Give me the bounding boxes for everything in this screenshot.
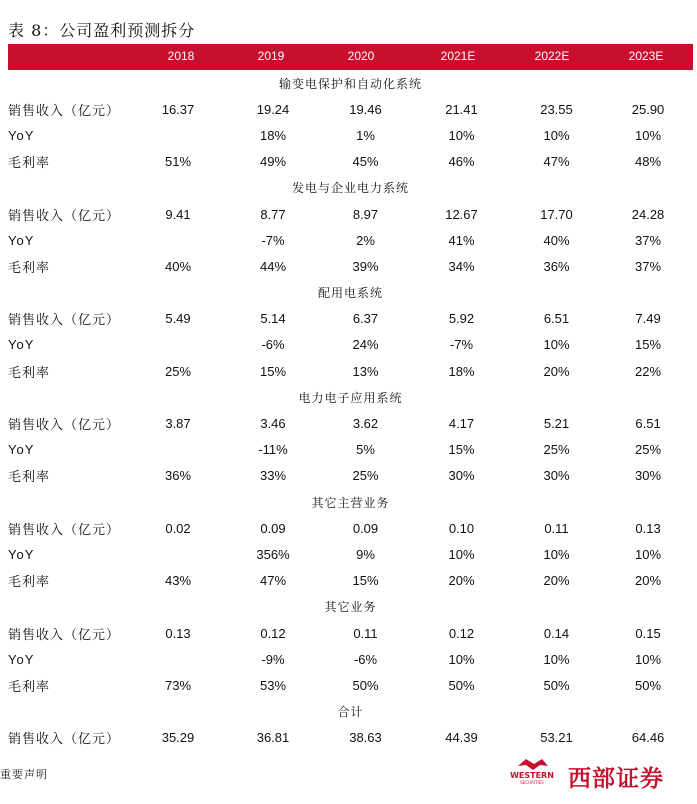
table-row (8, 515, 693, 541)
table-cell: 25% (352, 468, 379, 484)
table-cell: 44% (259, 258, 287, 274)
table-title: 表 8：公司盈利预测拆分 (8, 21, 196, 40)
table-cell: 37% (635, 232, 662, 248)
table-row (8, 620, 693, 646)
table-row (8, 410, 693, 436)
header-year: 2021E (440, 49, 476, 63)
section-title: 合计 (337, 705, 364, 720)
table-cell: 6.51 (635, 416, 661, 432)
table-cell: 0.14 (543, 625, 570, 641)
table-cell: 44.39 (445, 730, 478, 746)
section-title: 其它业务 (324, 600, 377, 615)
table-cell: 40% (543, 232, 570, 248)
table-cell: 21.41 (445, 101, 478, 117)
table-cell: 0.12 (448, 625, 475, 641)
row-label: YoY (8, 337, 35, 353)
section-header-row (8, 384, 693, 410)
table-cell: 22% (635, 363, 662, 379)
section-title: 配用电系统 (318, 286, 384, 301)
section-header-row (8, 175, 693, 201)
row-label: 销售收入（亿元） (8, 207, 121, 223)
table-cell: 36% (543, 258, 570, 274)
row-label: YoY (8, 546, 35, 562)
table-cell: 30% (448, 468, 475, 484)
table-cell: 5.49 (165, 311, 191, 327)
row-label: 毛利率 (8, 155, 51, 171)
table-row (8, 463, 693, 489)
table-cell: 10% (635, 127, 662, 143)
table-row (8, 568, 693, 594)
table-cell: 5% (356, 442, 375, 458)
table-cell: 51% (164, 154, 192, 170)
table-row (8, 437, 693, 463)
table-cell: 5.92 (448, 311, 475, 327)
row-label: YoY (8, 127, 35, 143)
table-cell: 20% (448, 573, 475, 589)
table-cell: 30% (635, 468, 662, 484)
table-cell: 6.51 (543, 311, 570, 327)
section-title: 发电与企业电力系统 (292, 181, 410, 196)
row-label: 毛利率 (8, 678, 51, 694)
table-cell: 50% (543, 677, 570, 693)
table-cell: 47% (259, 573, 287, 589)
table-row (8, 122, 693, 148)
section-header-row (8, 489, 693, 515)
table-cell: 36% (164, 468, 192, 484)
table-cell: 10% (448, 127, 475, 143)
table-cell: 0.09 (352, 520, 379, 536)
table-cell: 64.46 (631, 730, 665, 746)
table-cell: 10% (448, 546, 475, 562)
table-cell: 16.37 (161, 101, 195, 117)
table-cell: 15% (635, 337, 662, 353)
table-cell (128, 541, 228, 567)
logo-subtext: SECURITIES (520, 780, 544, 785)
row-label: 毛利率 (8, 259, 51, 275)
table-cell: -7% (449, 337, 474, 353)
table-cell: -7% (261, 232, 285, 248)
header-year: 2020 (347, 49, 375, 63)
table-cell: 5.21 (543, 416, 570, 432)
table-row (8, 201, 693, 227)
header-year: 2023E (628, 49, 664, 63)
brand-name: 西部证券 (568, 766, 664, 792)
header-year: 2019 (257, 49, 285, 63)
table-cell: 10% (543, 337, 570, 353)
table-cell: 23.55 (540, 101, 573, 117)
table-cell: 39% (352, 258, 379, 274)
row-label: 销售收入（亿元） (8, 417, 121, 433)
table-cell: 3.46 (260, 416, 286, 432)
section-title: 电力电子应用系统 (298, 390, 403, 405)
table-row (8, 725, 693, 751)
table-cell: 356% (256, 546, 290, 562)
table-cell: 15% (259, 363, 287, 379)
table-cell: 6.37 (352, 311, 379, 327)
table-row (8, 253, 693, 279)
table-cell: 8.77 (260, 206, 286, 222)
table-cell: 34% (448, 258, 475, 274)
row-label: 销售收入（亿元） (8, 312, 121, 328)
table-cell: 25% (164, 363, 192, 379)
row-label: 销售收入（亿元） (8, 731, 121, 747)
section-header-row (8, 280, 693, 306)
table-cell: 0.12 (260, 625, 286, 641)
table-cell: 10% (543, 127, 570, 143)
table-cell: 0.11 (353, 625, 378, 641)
table-cell: 10% (448, 651, 475, 667)
table-cell: 35.29 (161, 730, 195, 746)
header-year: 2018 (167, 49, 195, 63)
table-cell: 10% (635, 651, 662, 667)
table-cell: 3.87 (165, 416, 191, 432)
section-title: 其它主营业务 (311, 495, 390, 510)
table-cell: 9% (356, 546, 375, 562)
table-cell: 73% (164, 677, 192, 693)
section-header-row (8, 699, 693, 725)
table-cell: -6% (261, 337, 285, 353)
row-label: YoY (8, 232, 35, 248)
table-cell: 0.15 (635, 625, 661, 641)
table-row (8, 358, 693, 384)
table-cell: 43% (164, 573, 192, 589)
table-cell: 9.41 (165, 206, 191, 222)
table-cell: 20% (543, 363, 570, 379)
western-logo (496, 756, 568, 786)
table-cell: 24.28 (631, 206, 665, 222)
table-header (8, 44, 693, 70)
table-cell: 24% (352, 337, 379, 353)
table-cell: 38.63 (349, 730, 382, 746)
table-cell: 45% (352, 154, 379, 170)
table-cell: 0.10 (448, 520, 475, 536)
table-cell: 0.13 (635, 520, 661, 536)
table-cell: 8.97 (352, 206, 379, 222)
table-cell: 10% (543, 651, 570, 667)
header-year: 2022E (534, 49, 570, 63)
forecast-table (8, 70, 693, 751)
section-title: 输变电保护和自动化系统 (279, 76, 423, 91)
table-row (8, 541, 693, 567)
table-cell (128, 437, 228, 463)
table-cell: 25.90 (631, 101, 665, 117)
table-cell: 13% (352, 363, 379, 379)
table-cell: 25% (635, 442, 662, 458)
table-cell: 53% (259, 677, 287, 693)
table-cell: 18% (448, 363, 475, 379)
table-cell: 37% (635, 258, 662, 274)
row-label: 销售收入（亿元） (8, 521, 121, 537)
table-row (8, 332, 693, 358)
row-label: 毛利率 (8, 574, 51, 590)
table-cell: 30% (543, 468, 570, 484)
table-cell: 53.21 (540, 730, 573, 746)
table-cell: 2% (356, 232, 375, 248)
table-cell: 10% (543, 546, 570, 562)
section-header-row (8, 70, 693, 96)
table-cell: 50% (448, 677, 475, 693)
table-row (8, 306, 693, 332)
table-row (8, 149, 693, 175)
table-cell: 50% (352, 677, 379, 693)
table-cell: 12.67 (445, 206, 478, 222)
table-cell: 47% (543, 154, 570, 170)
table-cell: -9% (261, 651, 285, 667)
table-cell: 18% (259, 127, 287, 143)
table-row (8, 96, 693, 122)
table-cell: 25% (543, 442, 570, 458)
table-cell: 1% (356, 127, 375, 143)
table-cell: 48% (635, 154, 662, 170)
table-cell: 0.09 (260, 520, 286, 536)
table-cell: 36.81 (256, 730, 290, 746)
footer-disclaimer: 重要声明 (0, 768, 48, 781)
table-cell: 40% (164, 258, 192, 274)
table-cell: 41% (448, 232, 475, 248)
table-cell: 46% (448, 154, 475, 170)
table-cell: 15% (448, 442, 475, 458)
row-label: 销售收入（亿元） (8, 102, 121, 118)
row-label: YoY (8, 442, 35, 458)
table-cell (128, 122, 228, 148)
row-label: 毛利率 (8, 469, 51, 485)
row-label: YoY (8, 651, 35, 667)
table-cell: 0.02 (165, 520, 191, 536)
table-cell: 0.11 (544, 520, 569, 536)
table-cell: 20% (543, 573, 570, 589)
table-cell: 3.62 (352, 416, 379, 432)
table-cell: 50% (635, 677, 662, 693)
logo-text: WESTERN (510, 771, 554, 780)
table-cell: 0.13 (165, 625, 191, 641)
table-cell (128, 227, 228, 253)
table-cell: 15% (352, 573, 379, 589)
table-cell: 19.46 (349, 101, 382, 117)
table-cell: 10% (635, 546, 662, 562)
table-row (8, 672, 693, 698)
table-cell: 5.14 (260, 311, 286, 327)
table-cell: 49% (259, 154, 287, 170)
table-cell: -11% (258, 442, 288, 458)
table-cell (128, 332, 228, 358)
table-cell: 19.24 (256, 101, 290, 117)
section-header-row (8, 594, 693, 620)
table-cell: 4.17 (448, 416, 475, 432)
table-cell: 33% (259, 468, 287, 484)
table-cell: 7.49 (635, 311, 661, 327)
row-label: 毛利率 (8, 364, 51, 380)
row-label: 销售收入（亿元） (8, 626, 121, 642)
table-row (8, 227, 693, 253)
table-cell: 17.70 (540, 206, 573, 222)
table-cell: -6% (353, 651, 378, 667)
table-row (8, 646, 693, 672)
table-cell (128, 646, 228, 672)
table-cell: 20% (635, 573, 662, 589)
